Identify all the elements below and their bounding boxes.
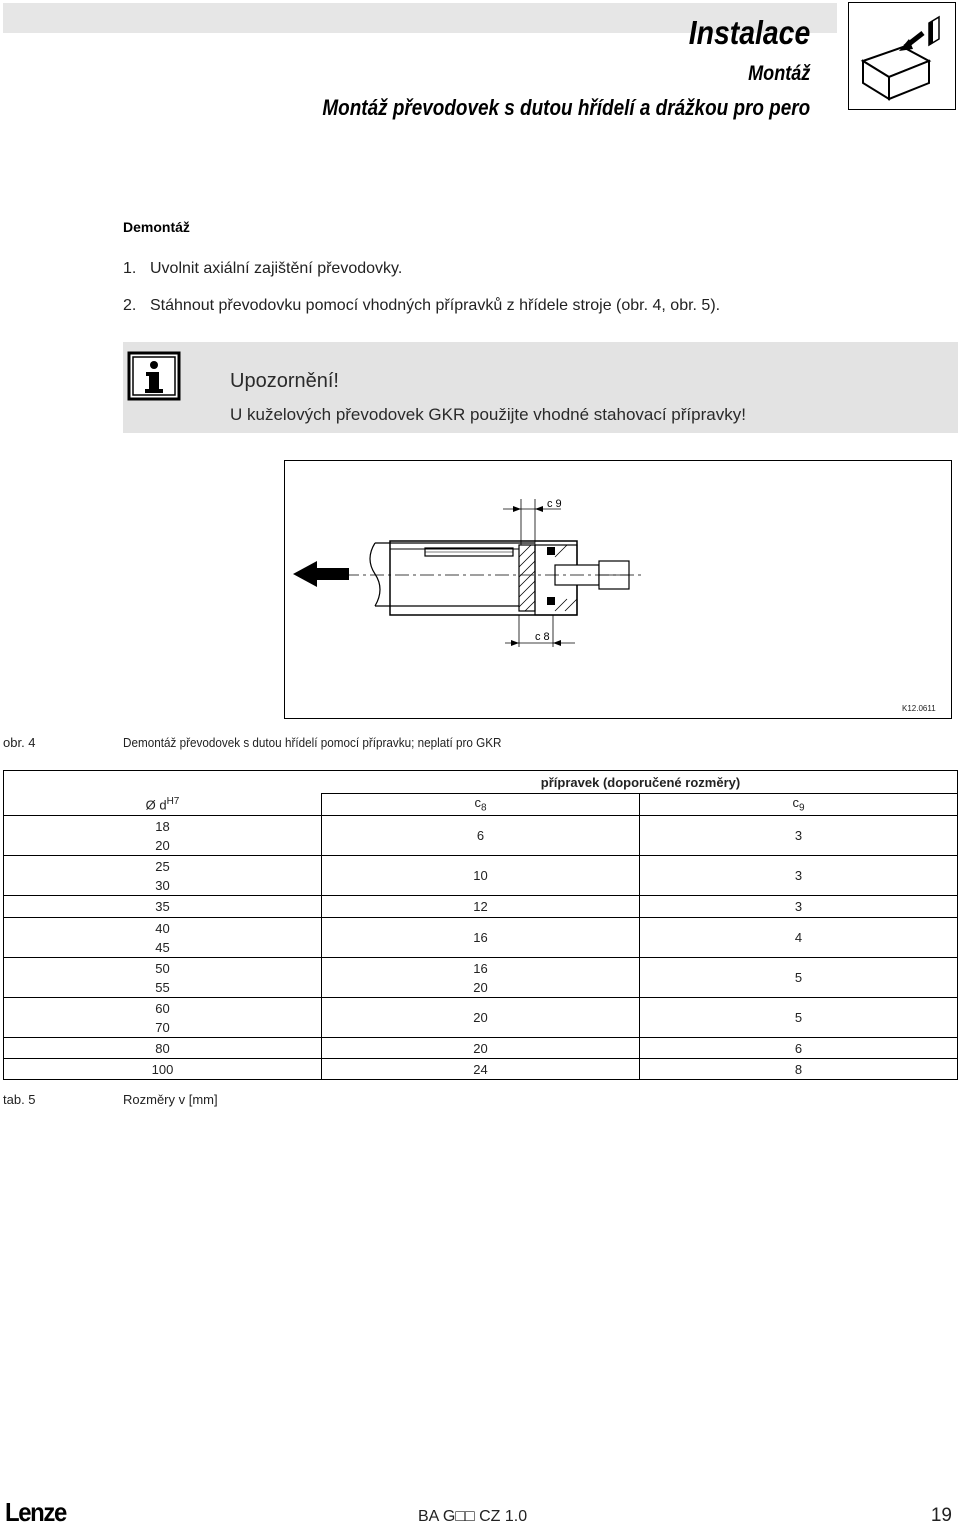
figure-caption: Demontáž převodovek s dutou hřídelí pomocí přípravku; neplatí pro GKR xyxy=(123,735,502,750)
step-2 xyxy=(123,297,720,315)
table-label: tab. 5 xyxy=(3,1092,36,1107)
dimensions-table xyxy=(3,770,958,1080)
table-row: 100 24 8 xyxy=(4,1059,958,1080)
note-title: Upozornění! xyxy=(230,370,339,392)
figure-label: obr. 4 xyxy=(3,735,36,750)
dismounting-drawing xyxy=(285,461,951,718)
note-box xyxy=(123,342,958,433)
col-header-c9: $c_9$ xyxy=(640,794,958,816)
page-number: 19 xyxy=(930,1505,952,1526)
table-row: 18 20 6 3 xyxy=(4,816,958,856)
info-icon xyxy=(127,351,181,401)
document-id: BA G□□ CZ 1.0 xyxy=(418,1508,528,1525)
step-number: 1. xyxy=(123,260,137,277)
table-group-header-row xyxy=(4,771,958,794)
table-row: 25 30 10 3 xyxy=(4,856,958,896)
table-row: 40 45 16 4 xyxy=(4,918,958,958)
table-row: 80 20 6 xyxy=(4,1038,958,1059)
step-text: Uvolnit axiální zajištění převodovky. xyxy=(150,260,403,277)
table-unit-note: Rozměry v [mm] xyxy=(123,1092,218,1107)
figure-frame xyxy=(284,460,952,719)
table-row: 35 12 3 xyxy=(4,896,958,918)
table-row: 50 55 16 20 5 xyxy=(4,958,958,998)
label-c8: c 8 xyxy=(535,631,550,643)
table-row: 60 70 20 5 xyxy=(4,998,958,1038)
label-c9: c 9 xyxy=(547,498,562,510)
brand-logo: Lenze xyxy=(5,1497,66,1527)
col-header-c8: $c_8$ xyxy=(322,794,640,816)
section-heading: Demontáž xyxy=(123,219,190,235)
table-group-header: přípravek (doporučené rozměry) xyxy=(4,771,958,794)
table-header-row xyxy=(4,794,958,816)
step-1 xyxy=(123,260,402,278)
col-header-d: Ø $d^{H7}$ xyxy=(4,794,322,816)
step-text: Stáhnout převodovku pomocí vhodných přípravků z hřídele stroje (obr. 4, obr. 5). xyxy=(150,297,721,314)
note-text: U kuželových převodovek GKR použijte vhodné stahovací přípravky! xyxy=(230,405,746,424)
step-number: 2. xyxy=(123,297,137,314)
figure-code: K12.0611 xyxy=(902,704,936,713)
mounting-block-icon xyxy=(848,2,956,110)
section-title: Montáž převodovek s dutou hřídelí a drážkou pro pero xyxy=(322,95,810,120)
page-title: Instalace xyxy=(688,14,810,51)
page-subtitle: Montáž xyxy=(747,62,810,85)
